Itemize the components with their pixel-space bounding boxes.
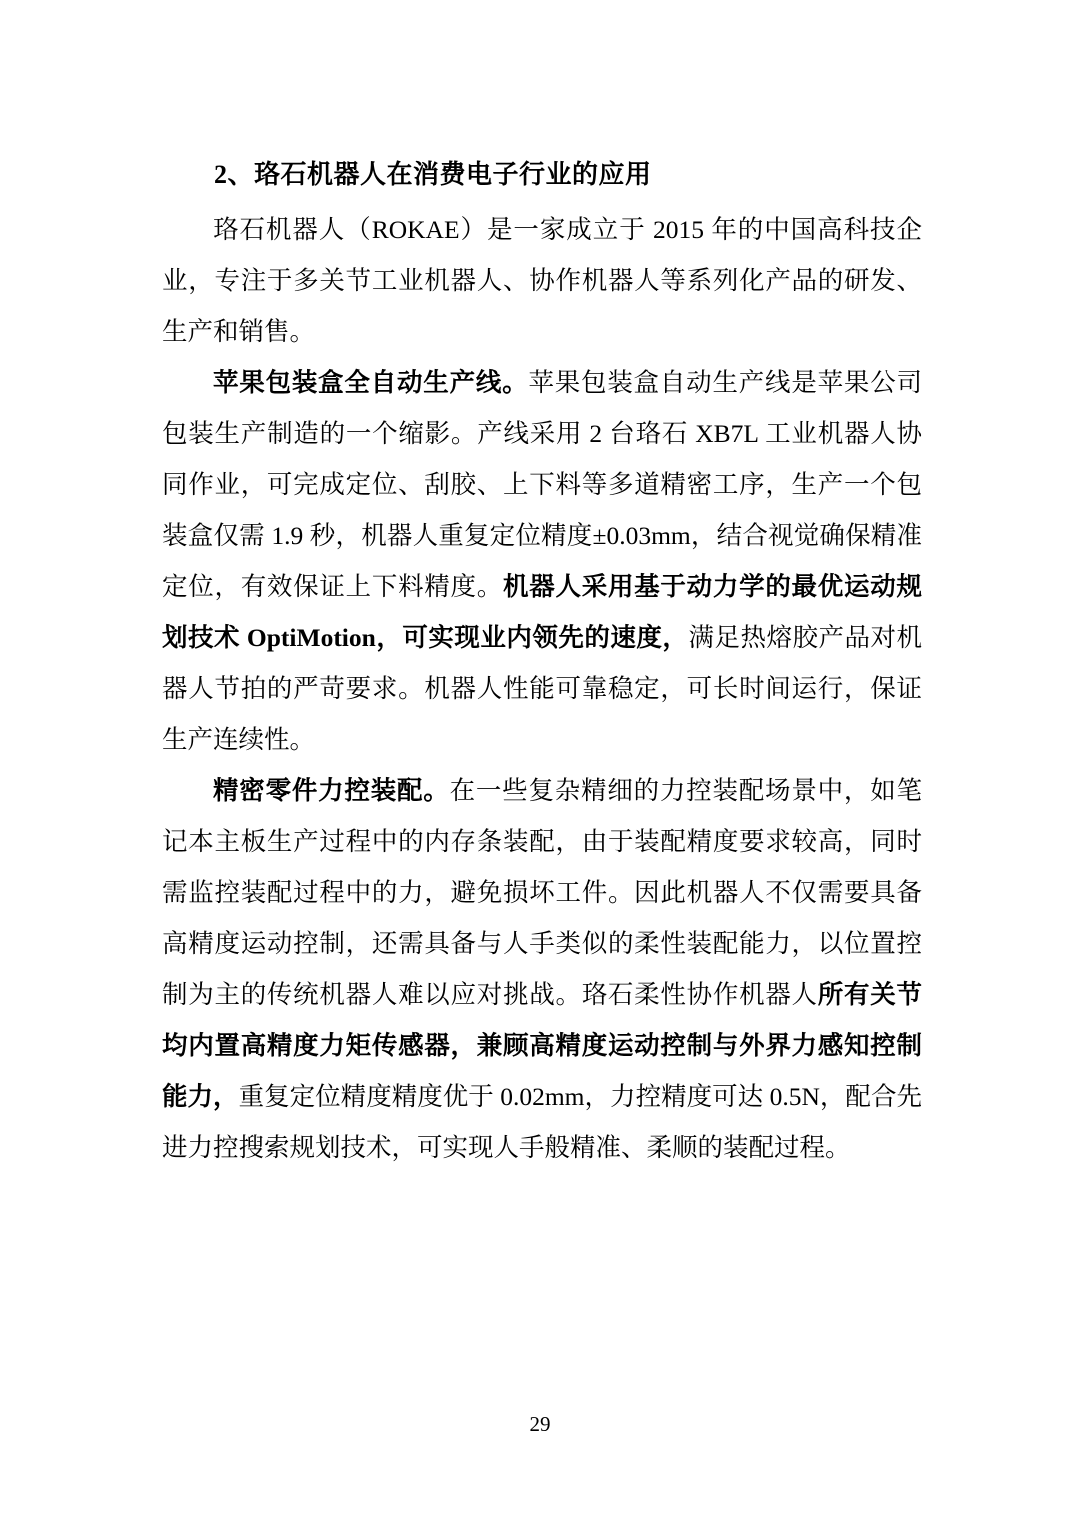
text-segment-bold: 苹果包装盒全自动生产线。 <box>213 368 529 397</box>
paragraph <box>162 357 922 765</box>
page-number: 29 <box>529 1412 551 1436</box>
document-content <box>162 149 922 1173</box>
text-segment-bold: 机器人采用基于动力学的最优运动规划技术 OptiMotion，可实现业内领先的速度， <box>162 572 922 652</box>
text-segment: 在一些复杂精细的力控装配场景中，如笔记本主板生产过程中的内存条装配，由于装配精度要求较高，同时需监控装配过程中的力，避免损坏工件。因此机器人不仅需要具备高精度运动控制，还需具备与人手类似的柔性装配能力，以位置控制为主的传统机器人难以应对挑战。珞石柔性协作机器人 <box>162 776 922 1009</box>
text-segment-bold: 所有关节均内置高精度力矩传感器，兼顾高精度运动控制与外界力感知控制能力， <box>162 980 922 1111</box>
paragraph <box>162 204 922 357</box>
text-segment: 重复定位精度精度优于 0.02mm，力控精度可达 0.5N，配合先进力控搜索规划技术，可实现人手般精准、柔顺的装配过程。 <box>162 1082 922 1162</box>
paragraph <box>162 765 922 1173</box>
text-segment: 珞石机器人（ROKAE）是一家成立于 2015 年的中国高科技企业，专注于多关节工业机器人、协作机器人等系列化产品的研发、生产和销售。 <box>162 215 922 346</box>
section-heading: 2、珞石机器人在消费电子行业的应用 <box>214 160 652 189</box>
document-body <box>162 204 922 1173</box>
text-segment-bold: 精密零件力控装配。 <box>213 776 450 805</box>
text-segment: 苹果包装盒自动生产线是苹果公司包装生产制造的一个缩影。产线采用 2 台珞石 XB7L 工业机器人协同作业，可完成定位、刮胶、上下料等多道精密工序，生产一个包装盒仅需 1.9 秒，机器人重复定位精度±0.03mm，结合视觉确保精准定位，有效保证上下料精度。 <box>162 368 922 601</box>
text-segment: 满足热熔胶产品对机器人节拍的严苛要求。机器人性能可靠稳定，可长时间运行，保证生产连续性。 <box>162 623 922 754</box>
